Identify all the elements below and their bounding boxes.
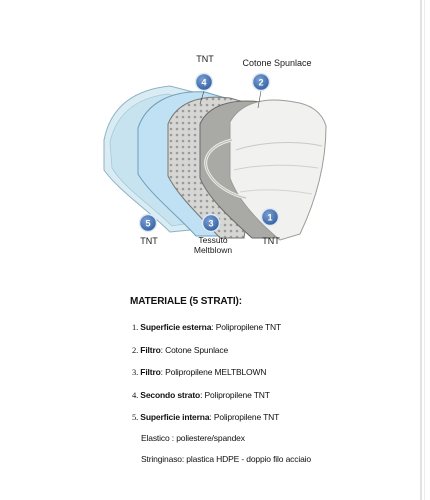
badge-5-number: 5 [145,218,151,229]
item-value: Polipropilene TNT [213,412,280,422]
item-term: Secondo strato [140,389,201,400]
item-term: Filtro [140,344,161,355]
badge-5 [140,215,157,232]
item-value: Polipropilene TNT [204,389,270,400]
badge-3-number: 3 [208,218,214,229]
badge-1 [262,209,279,226]
item-term: Superficie esterna [140,322,212,332]
list-item: 2. Filtro: Cotone Spunlace [132,344,229,355]
elastic-note: Elastico : poliestere/spandex [141,433,245,443]
item-value: Polipropilene MELTBLOWN [165,367,267,377]
list-item: 3. Filtro: Polipropilene MELTBLOWN [132,367,267,377]
list-item: 1. Superficie esterna: Polipropilene TNT [132,322,282,332]
badge-5-label: TNT [140,236,158,246]
badge-2-number: 2 [258,77,264,88]
badge-3 [203,215,220,232]
badge-3-label: Tessuto Meltblown [193,235,233,255]
item-term: Superficie interna [140,412,210,422]
badge-4-number: 4 [201,77,207,88]
nose-clip-note: Stringinaso: plastica HDPE - doppio filo acciaio [141,454,311,464]
badge-4 [196,74,213,91]
item-value: Polipropilene TNT [215,322,282,332]
item-term: Filtro [140,367,161,377]
badge-1-number: 1 [267,212,273,223]
list-item: 5. Superficie interna: Polipropilene TNT [132,412,280,422]
badge-1-label: TNT [262,236,280,246]
badge-2 [253,74,270,91]
materials-title: MATERIALE (5 STRATI): [130,296,242,307]
list-item: 4. Secondo strato: Polipropilene TNT [132,389,270,400]
badge-4-label: TNT [196,54,214,64]
badge-2-label: Cotone Spunlace [242,58,312,68]
item-value: Cotone Spunlace [165,344,229,355]
materials-list [132,322,281,435]
